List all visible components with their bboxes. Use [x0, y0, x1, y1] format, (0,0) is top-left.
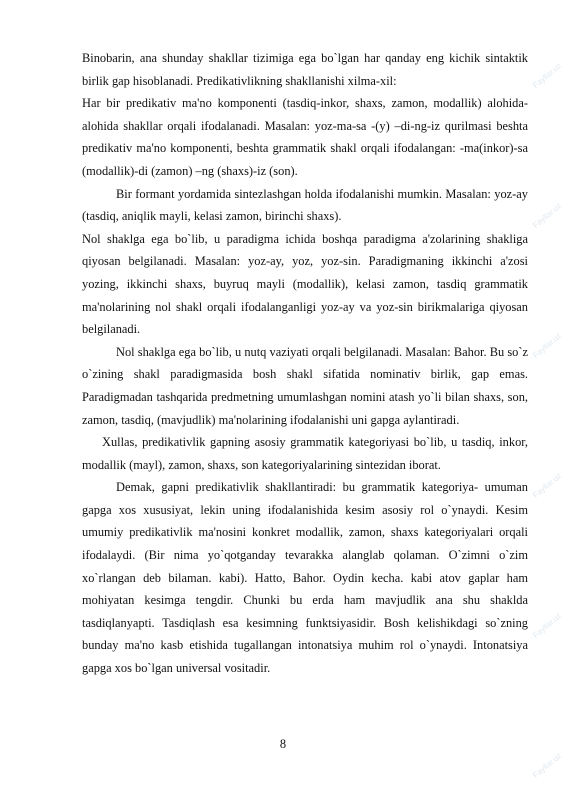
paragraph-2: Har bir predikativ ma'no komponenti (tasdiq-inkor, shaxs, zamon, modallik) alohida-alohida shakllar orqali ifodalanadi. Masalan: yoz-ma-sa -(y) –di-ng-iz qurilmasi beshta predikativ ma'no komponenti, beshta grammatik shakl orqali ifodalangan: -ma(inkor)-sa (modallik)-di (zamon) –ng (shaxs)-iz (son).: [82, 96, 528, 178]
paragraph-5: Nol shaklga ega bo`lib, u nutq vaziyati orqali belgilanadi. Masalan: Bahor. Bu so`z o`zining shakl paradigmasida bosh shakl sifatida nominativ birlik, gap emas. Paradigmadan tashqarida predmetning umumlashgan nomini atash yo`li bilan shaxs, son, zamon, tasdiq, (mavjudlik) ma'nolarining ifodalanishi uni gapga aylantiradi.: [82, 344, 528, 427]
body-text: [82, 47, 528, 680]
watermark-text: Fayllar.uz: [530, 201, 563, 230]
watermark-text: Fayllar.uz: [530, 471, 563, 500]
page-number: 8: [279, 737, 287, 751]
paragraph-4: Nol shaklga ega bo`lib, u paradigma ichida boshqa paradigma a'zolarining shakliga qiyosan belgilanadi. Masalan: yoz-ay, yoz, yoz-sin. Paradigmaning ikkinchi a'zosi yozing, ikkinchi shaxs, buyruq mayli (modallik), kelasi zamon, tasdiq grammatik ma'nolarining nol shakl orqali ifodalanganligi yoz-ay va yoz-sin birikmalariga qiyosan belgilanadi.: [82, 231, 528, 337]
paragraph-6: Xullas, predikativlik gapning asosiy grammatik kategoriyasi bo`lib, u tasdiq, inkor, modallik (mayl), zamon, shaxs, son kategoriyalarining sintezidan iborat.: [82, 435, 528, 472]
paragraph-3: Bir formant yordamida sintezlashgan holda ifodalanishi mumkin. Masalan: yoz-ay (tasdiq, aniqlik mayli, kelasi zamon, birinchi shaxs).: [82, 186, 528, 224]
paragraph-7: Demak, gapni predikativlik shakllantiradi: bu grammatik kategoriya- umuman gapga xos xususiyat, lekin uning ifodalanishida kesim asosiy rol o`ynaydi. Kesim umumiy predikativlik ma'nosini konkret modallik, zamon, shaxs kategoriyalari orqali ifodalaydi. (Bir nima yo`qotganday tevarakka alanglab qolaman. O`zimni o`zim xo`rlangan deb bilaman. kabi). Hatto, Bahor. Oydin kecha. kabi atov gaplar ham mohiyatan kesimga tengdir. Chunki bu erda ham mavjudlik ana shu shaklda tasdiqlanyapti. Tasdiqlash esa kesimning funktsiyasidir. Bosh kelishikdagi so`zning bunday ma'no kasb etishida tugallangan intonatsiya muhim rol o`ynaydi. Intonatsiya gapga xos bo`lgan universal vositadir.: [82, 480, 528, 676]
paragraph-1: Binobarin, ana shunday shakllar tizimiga ega bo`lgan har qanday eng kichik sintaktik birlik gap hisoblanadi. Predikativlikning shakllanishi xilma-xil:: [82, 51, 528, 88]
watermark-text: Fayllar.uz: [530, 751, 563, 780]
watermark-text: Fayllar.uz: [530, 611, 563, 640]
watermark-text: Fayllar.uz: [530, 331, 563, 360]
watermark-text: Fayllar.uz: [530, 61, 563, 90]
